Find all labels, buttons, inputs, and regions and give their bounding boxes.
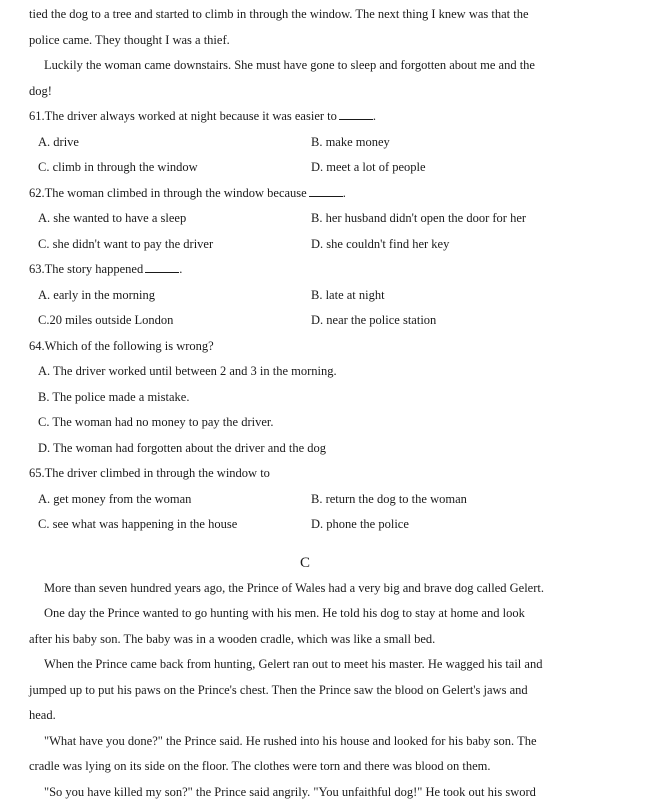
- answer-blank: [339, 108, 373, 120]
- paragraph-line: head.: [29, 708, 56, 722]
- paragraph-line: cradle was lying on its side on the floor. The clothes were torn and there was blood on them.: [29, 759, 491, 773]
- question-stem: 62.The woman climbed in through the window because: [29, 186, 307, 200]
- paragraph-line: "What have you done?" the Prince said. He rushed into his house and looked for his baby son. The: [44, 734, 537, 748]
- option-64-a: A. The driver worked until between 2 and 3 in the morning.: [38, 364, 337, 378]
- question-stem: 61.The driver always worked at night because it was easier to: [29, 109, 337, 123]
- question-65: 65.The driver climbed in through the window to: [29, 466, 270, 480]
- option-61-c: C. climb in through the window: [38, 160, 198, 174]
- paragraph-line: More than seven hundred years ago, the Prince of Wales had a very big and brave dog called Gelert.: [44, 581, 544, 595]
- option-64-b: B. The police made a mistake.: [38, 390, 190, 404]
- passage-line: police came. They thought I was a thief.: [29, 33, 230, 47]
- option-62-b: B. her husband didn't open the door for her: [311, 211, 527, 225]
- question-62: 62.The woman climbed in through the window because .: [29, 186, 346, 200]
- option-64-c: C. The woman had no money to pay the driver.: [38, 415, 274, 429]
- passage-line: Luckily the woman came downstairs. She must have gone to sleep and forgotten about me and the: [44, 58, 535, 72]
- question-64: 64.Which of the following is wrong?: [29, 339, 214, 353]
- option-65-d: D. phone the police: [311, 517, 409, 531]
- option-63-a: A. early in the morning: [38, 288, 155, 302]
- option-63-b: B. late at night: [311, 288, 385, 302]
- option-63-d: D. near the police station: [311, 313, 437, 327]
- paragraph-line: jumped up to put his paws on the Prince's chest. Then the Prince saw the blood on Gelert's jaws and: [29, 683, 528, 697]
- paragraph-line: after his baby son. The baby was in a wooden cradle, which was like a small bed.: [29, 632, 436, 646]
- paragraph-line: When the Prince came back from hunting, Gelert ran out to meet his master. He wagged his tail and: [44, 657, 543, 671]
- option-62-a: A. she wanted to have a sleep: [38, 211, 187, 225]
- section-heading: C: [300, 555, 311, 571]
- answer-blank: [145, 261, 179, 273]
- passage-line: dog!: [29, 84, 52, 98]
- option-65-b: B. return the dog to the woman: [311, 492, 467, 506]
- paragraph-line: "So you have killed my son?" the Prince said angrily. "You unfaithful dog!" He took out his sword: [44, 785, 536, 799]
- passage-line: tied the dog to a tree and started to climb in through the window. The next thing I knew was that the: [29, 7, 529, 21]
- option-62-d: D. she couldn't find her key: [311, 237, 450, 251]
- option-61-a: A. drive: [38, 135, 79, 149]
- option-62-c: C. she didn't want to pay the driver: [38, 237, 214, 251]
- question-stem: 63.The story happened: [29, 262, 144, 276]
- option-64-d: D. The woman had forgotten about the driver and the dog: [38, 441, 327, 455]
- option-65-a: A. get money from the woman: [38, 492, 192, 506]
- paragraph-line: One day the Prince wanted to go hunting with his men. He told his dog to stay at home and look: [44, 606, 525, 620]
- option-61-d: D. meet a lot of people: [311, 160, 426, 174]
- option-65-c: C. see what was happening in the house: [38, 517, 238, 531]
- question-61: 61.The driver always worked at night because it was easier to .: [29, 109, 377, 123]
- option-61-b: B. make money: [311, 135, 390, 149]
- option-63-c: C.20 miles outside London: [38, 313, 174, 327]
- answer-blank: [309, 185, 343, 197]
- question-63: 63.The story happened .: [29, 262, 183, 276]
